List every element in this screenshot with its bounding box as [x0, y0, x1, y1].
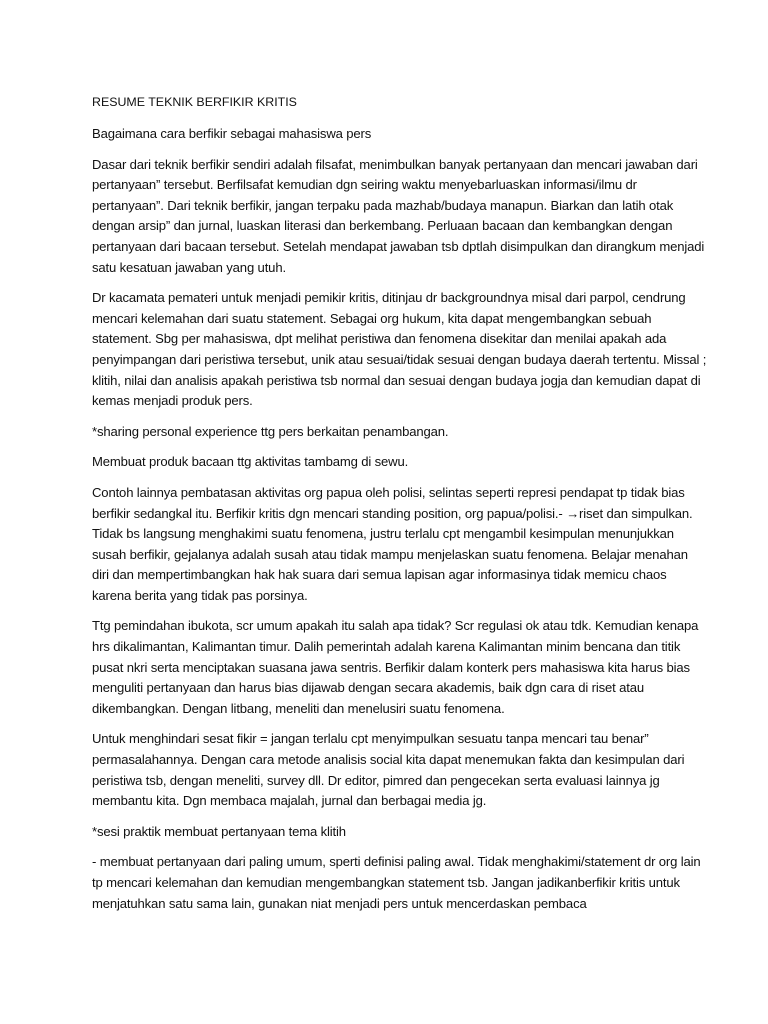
- paragraph-membuat-pertanyaan: - membuat pertanyaan dari paling umum, sperti definisi paling awal. Tidak menghakimi/statement dr org lain tp mencari kelemahan dan kemudian mengembangkan statement tsb. Jangan jadikanberfikir kritis untuk menjatuhkan satu sama lain, gunakan niat menjadi pers untuk mencerdaskan pembaca: [92, 854, 701, 911]
- document-title: RESUME TEKNIK BERFIKIR KRITIS: [92, 95, 297, 109]
- paragraph-sharing-experience: *sharing personal experience ttg pers berkaitan penambangan.: [92, 423, 449, 439]
- paragraph-produk-bacaan: Membuat produk bacaan ttg aktivitas tambamg di sewu.: [92, 454, 409, 470]
- paragraph-dasar-berfikir: Dasar dari teknik berfikir sendiri adalah filsafat, menimbulkan banyak pertanyaan dan mencari jawaban dari pertanyaan” tersebut. Berfilsafat kemudian dgn seiring waktu menyebarluaskan informasi/ilmu dr pertanyaan”. Dari teknik berfikir, jangan terpaku pada mazhab/budaya manapun. Biarkan dan latih otak dengan arsip” dan jurnal, luaskan literasi dan berkembang. Perluaan bacaan dan kembangkan dengan pertanyaan dari bacaan tersebut. Setelah mendapat jawaban tsb dptlah disimpulkan dan dirangkum menjadi satu kesatuan jawaban yang utuh.: [92, 156, 705, 275]
- paragraph-ibukota: Ttg pemindahan ibukota, scr umum apakah itu salah apa tidak? Scr regulasi ok atau tdk. Kemudian kenapa hrs dikalimantan, Kalimantan timur. Dalih pemerintah adalah karena Kalimantan minim bencana dan titik pusat nkri serta menciptakan suasana jawa sentris. Berfikir dalam konterk pers mahasiswa kita harus bias menguliti pertanyaan dan harus bias dijawab dengan secara akademis, baik dgn cara di riset atau dikembangkan. Dengan litbang, meneliti dan menelusiri suatu fenomena.: [92, 618, 699, 716]
- paragraph-sesi-praktik: *sesi praktik membuat pertanyaan tema klitih: [92, 823, 346, 839]
- paragraph-sesat-fikir: Untuk menghindari sesat fikir = jangan terlalu cpt menyimpulkan sesuatu tanpa mencari tau benar” permasalahannya. Dengan cara metode analisis social kita dapat menemukan fakta dan kesimpulan dari peristiwa tsb, dengan meneliti, survey dll. Dr editor, pimred dan pengecekan serta evaluasi lainnya jg membantu kita. Dgn membaca majalah, jurnal dan berbagai media jg.: [92, 731, 685, 809]
- paragraph-subtitle: Bagaimana cara berfikir sebagai mahasiswa pers: [92, 126, 372, 141]
- paragraph-kacamata-pemateri: Dr kacamata pemateri untuk menjadi pemikir kritis, ditinjau dr backgroundnya misal dari parpol, cendrung mencari kelemahan dari suatu statement. Sebagai org hukum, kita dapat mengembangkan sebuah statement. Sbg per mahasiswa, dpt melihat peristiwa dan fenomena disekitar dan menilai apakah ada penyimpangan dari peristiwa tersebut, unik atau sesuai/tidak sesuai dengan budaya daerah tertentu. Missal ; klitih, nilai dan analisis apakah peristiwa tsb normal dan sesuai dengan budaya jogja dan kemudian dapat di kemas menjadi produk pers.: [92, 290, 707, 409]
- paragraph-contoh-papua: Contoh lainnya pembatasan aktivitas org papua oleh polisi, selintas seperti represi pendapat tp tidak bias berfikir sedangkal itu. Berfikir kritis dgn mencari standing position, org papua/polisi.- →riset dan simpulkan. Tidak bs langsung menghakimi suatu fenomena, justru terlalu cpt mengambil kesimpulan menunjukkan susah berfikir, gejalanya adalah susah atau tidak mampu menjelaskan suatu fenomena. Belajar menahan diri dan mempertimbangkan hak hak suara dari semua lapisan agar informasinya tidak memicu chaos karena berita yang tidak pas porsinya.: [92, 484, 693, 603]
